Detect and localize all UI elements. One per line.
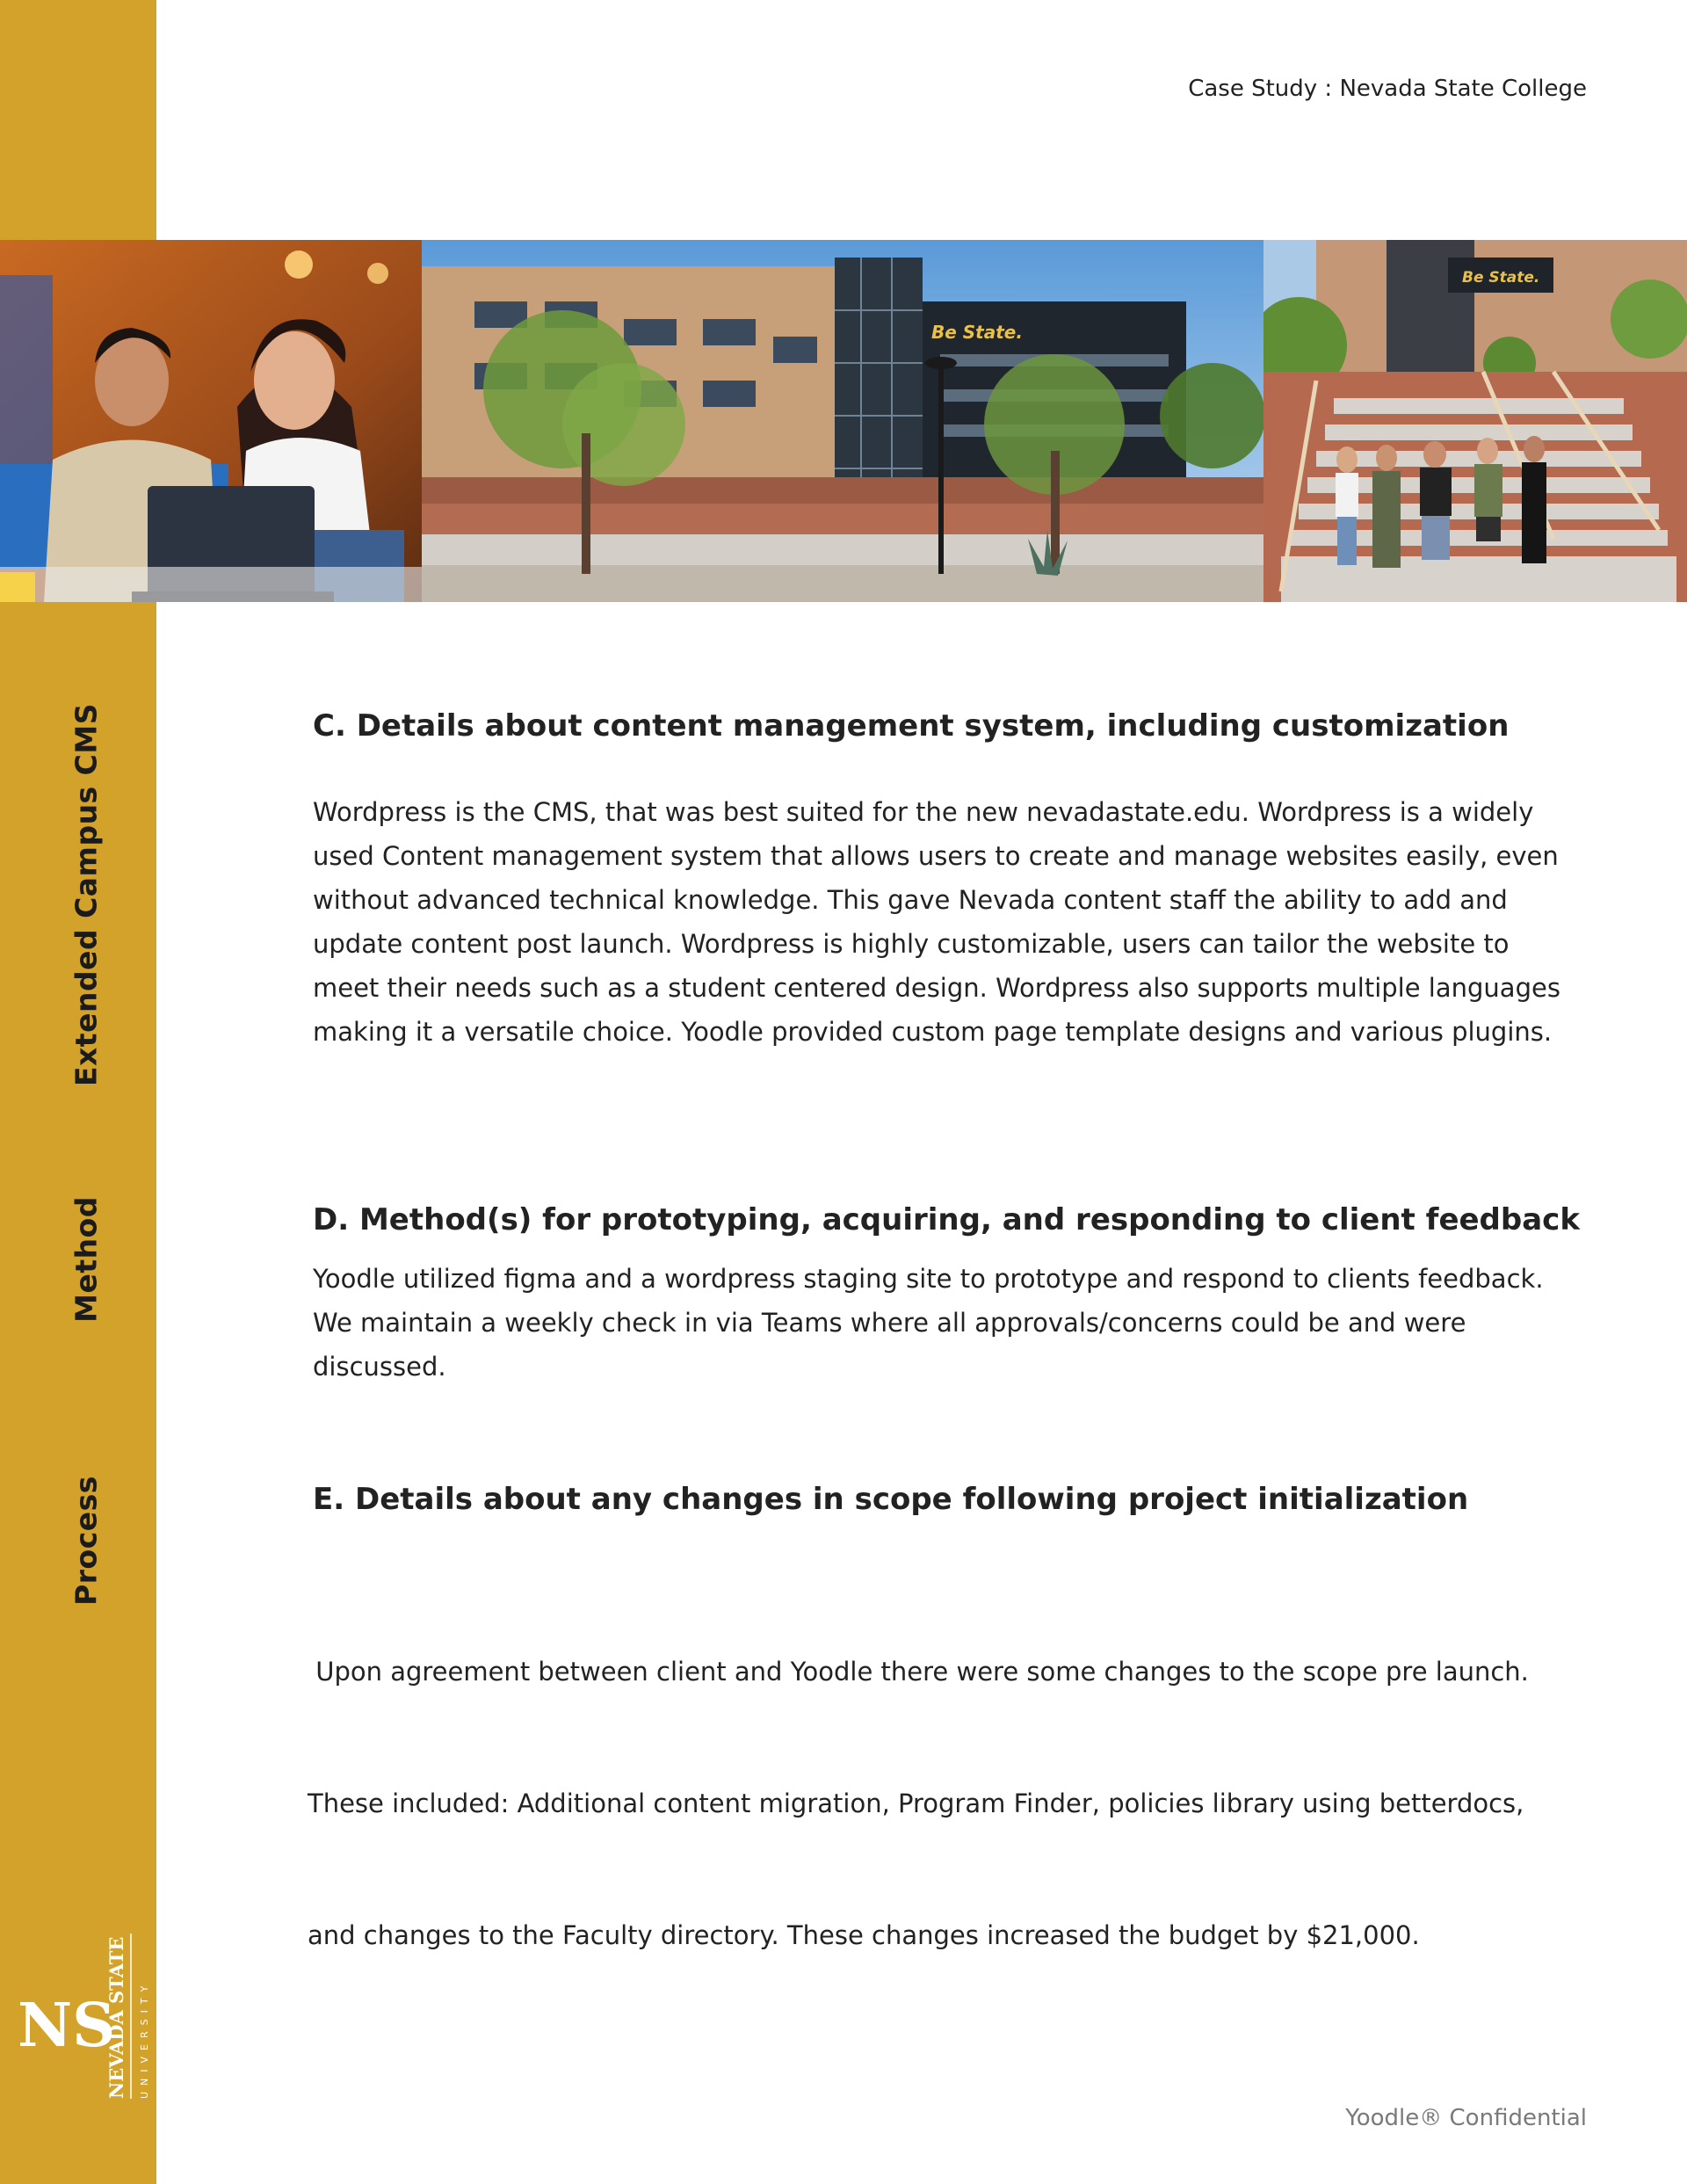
section-c-title: C. Details about content management system, including customization (313, 708, 1510, 744)
section-d-line: We maintain a weekly check in via Teams where all approvals/concerns could be and were (313, 1308, 1466, 1338)
section-c-line: making it a versatile choice. Yoodle provided custom page template designs and various plugins. (313, 1017, 1553, 1047)
section-e-body (308, 1562, 1573, 2045)
section-c-line: Wordpress is the CMS, that was best suited for the new nevadastate.edu. Wordpress is a widely (313, 797, 1534, 827)
section-e-title: E. Details about any changes in scope following project initialization (313, 1482, 1469, 1517)
section-d-body (313, 1257, 1578, 1389)
section-c-line: update content post launch. Wordpress is highly customizable, users can tailor the website to (313, 929, 1510, 959)
be-state-banner-text: Be State. (931, 322, 1023, 343)
section-e-line: and changes to the Faculty directory. These changes increased the budget by $21,000. (308, 1920, 1420, 1950)
section-c-line: used Content management system that allows users to create and manage websites easily, even (313, 841, 1559, 871)
campus-building-photo (422, 240, 1263, 602)
section-c-line: meet their needs such as a student centered design. Wordpress also supports multiple languages (313, 973, 1560, 1003)
logo-monogram: NS (18, 1991, 116, 2061)
section-c-line: without advanced technical knowledge. This gave Nevada content staff the ability to add and (313, 885, 1508, 915)
section-e-line: Upon agreement between client and Yoodle there were some changes to the scope pre launch. (308, 1657, 1529, 1687)
section-d-title: D. Method(s) for prototyping, acquiring, and responding to client feedback (313, 1202, 1580, 1237)
confidential-label: Yoodle® Confidential (1345, 2105, 1587, 2131)
section-c-body (313, 790, 1578, 1054)
sidebar-label-method: Method (69, 1196, 104, 1323)
students-stairs-photo (1263, 240, 1687, 602)
logo-name: NEVADA STATE (105, 1936, 127, 2099)
section-d-line: discussed. (313, 1352, 446, 1382)
students-laptop-photo (0, 240, 422, 602)
section-d-line: Yoodle utilized figma and a wordpress staging site to prototype and respond to clients feedback. (313, 1264, 1544, 1294)
photo-strip (0, 240, 1687, 602)
case-study-label: Case Study : Nevada State College (1188, 76, 1587, 102)
sidebar-label-process: Process (69, 1476, 104, 1606)
nevada-state-university-logo (11, 1934, 151, 2109)
sidebar-label-extended-campus-cms: Extended Campus CMS (69, 702, 104, 1087)
section-e-line: These included: Additional content migration, Program Finder, policies library using betterdocs, (308, 1789, 1524, 1818)
be-state-banner-text-2: Be State. (1462, 269, 1540, 287)
logo-subtitle: UNIVERSITY (139, 1979, 150, 2099)
